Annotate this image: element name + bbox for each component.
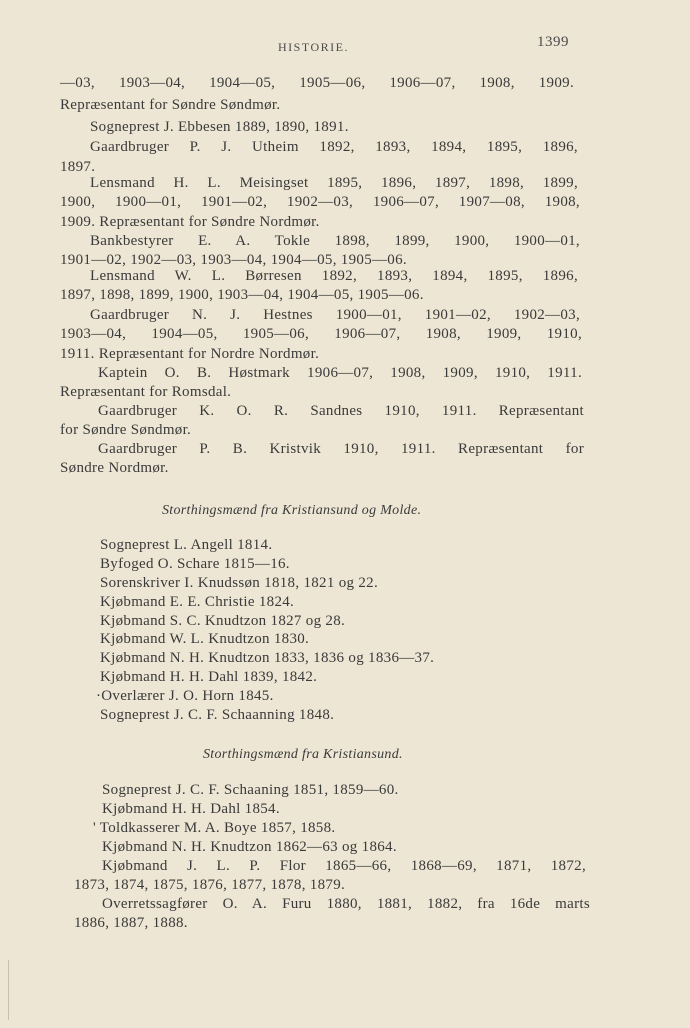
text-line: Gaardbruger P. J. Utheim 1892, 1893, 1894, 1895, 1896, [90,139,578,155]
text-line: Kjøbmand W. L. Knudtzon 1830. [100,631,310,647]
text-line: Sogneprest L. Angell 1814. [100,537,273,553]
running-header-title: HISTORIE. [278,40,349,54]
text-line: 1897, 1898, 1899, 1900, 1903—04, 1904—05, 1905—06. [60,287,424,303]
text-line: 1900, 1900—01, 1901—02, 1902—03, 1906—07, 1907—08, 1908, [60,194,580,210]
text-line: Byfoged O. Schare 1815—16. [100,556,290,572]
text-line: Sogneprest J. Ebbesen 1889, 1890, 1891. [90,119,349,135]
page-number: 1399 [537,34,569,50]
text-line: ·Overlærer J. O. Horn 1845. [96,688,274,704]
text-line: ' Toldkasserer M. A. Boye 1857, 1858. [93,820,336,836]
text-line: Søndre Nordmør. [60,460,169,476]
text-line: Kjøbmand N. H. Knudtzon 1862—63 og 1864. [102,839,397,855]
section-heading: Storthingsmænd fra Kristiansund og Molde. [162,503,422,518]
text-line: Kjøbmand H. H. Dahl 1854. [102,801,280,817]
text-line: Kaptein O. B. Høstmark 1906—07, 1908, 1909, 1910, 1911. [98,365,582,381]
text-line: 1886, 1887, 1888. [74,915,188,931]
text-line: 1901—02, 1902—03, 1903—04, 1904—05, 1905—06. [60,252,407,268]
text-line: for Søndre Søndmør. [60,422,192,438]
text-line: Lensmand W. L. Børresen 1892, 1893, 1894, 1895, 1896, [90,268,578,284]
text-line: —03, 1903—04, 1904—05, 1905—06, 1906—07, 1908, 1909. [60,75,574,91]
section-heading: Storthingsmænd fra Kristiansund. [203,747,403,762]
text-line: Gaardbruger N. J. Hestnes 1900—01, 1901—02, 1902—03, [90,307,580,323]
text-line: 1897. [60,159,96,175]
page-edge-mark [8,960,9,1020]
text-line: Sorenskriver I. Knudssøn 1818, 1821 og 22. [100,575,378,591]
text-line: Repræsentant for Søndre Søndmør. [60,97,281,113]
text-line: Kjøbmand H. H. Dahl 1839, 1842. [100,669,318,685]
text-line: 1911. Repræsentant for Nordre Nordmør. [60,346,320,362]
text-line: Bankbestyrer E. A. Tokle 1898, 1899, 1900, 1900—01, [90,233,580,249]
text-line: 1909. Repræsentant for Søndre Nordmør. [60,214,320,230]
text-line: Kjøbmand N. H. Knudtzon 1833, 1836 og 1836—37. [100,650,435,666]
text-line: Lensmand H. L. Meisingset 1895, 1896, 1897, 1898, 1899, [90,175,578,191]
text-line: Gaardbruger K. O. R. Sandnes 1910, 1911. Repræsentant [98,403,584,419]
text-line: Kjøbmand S. C. Knudtzon 1827 og 28. [100,613,346,629]
text-line: Kjøbmand J. L. P. Flor 1865—66, 1868—69, 1871, 1872, [102,858,586,874]
text-line: Repræsentant for Romsdal. [60,384,232,400]
text-line: 1903—04, 1904—05, 1905—06, 1906—07, 1908, 1909, 1910, [60,326,582,342]
text-line: Gaardbruger P. B. Kristvik 1910, 1911. Repræsentant for [98,441,584,457]
text-line: Kjøbmand E. E. Christie 1824. [100,594,295,610]
text-line: Sogneprest J. C. F. Schaanning 1848. [100,707,335,723]
text-line: Overretssagfører O. A. Furu 1880, 1881, 1882, fra 16de marts [102,896,590,912]
text-line: 1873, 1874, 1875, 1876, 1877, 1878, 1879. [74,877,346,893]
text-line: Sogneprest J. C. F. Schaaning 1851, 1859—60. [102,782,399,798]
